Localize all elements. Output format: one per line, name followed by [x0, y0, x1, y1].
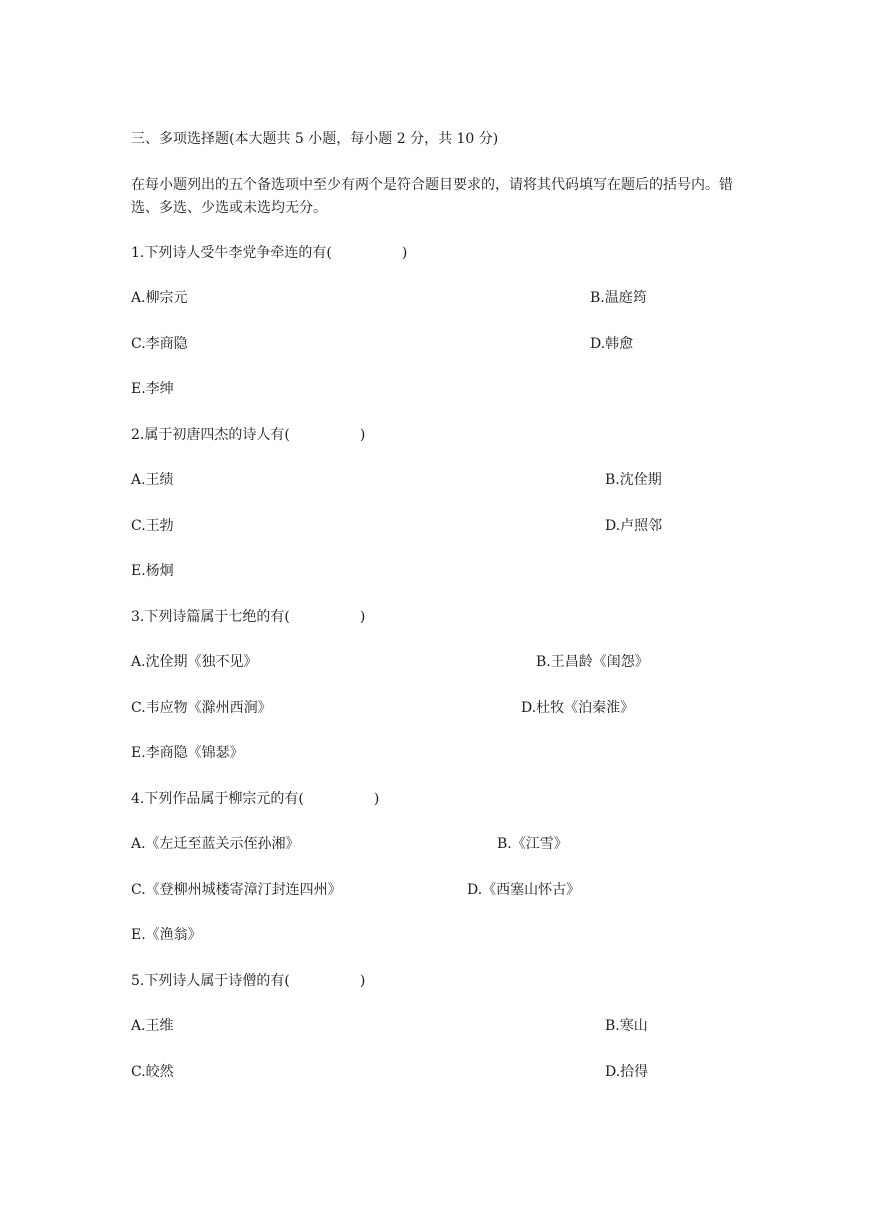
- question-4-option-b: B.《江雪》: [497, 836, 568, 852]
- instructions: 在每小题列出的五个备选项中至少有两个是符合题目要求的，请将其代码填写在题后的括号内。错选、多选、少选或未选均无分。: [131, 177, 733, 216]
- question-1-option-e: E.李绅: [131, 381, 174, 397]
- question-1-option-c: C.李商隐: [131, 336, 188, 352]
- question-1-option-b: B.温庭筠: [590, 290, 647, 306]
- question-3-option-c: C.韦应物《滁州西涧》: [131, 700, 272, 716]
- question-2-stem: 2.属于初唐四杰的诗人有( ): [131, 427, 366, 443]
- question-1-stem: 1.下列诗人受牛李党争牵连的有( ): [131, 245, 408, 261]
- question-1-option-a: A.柳宗元: [131, 290, 188, 306]
- question-5-stem: 5.下列诗人属于诗僧的有( ): [131, 973, 366, 989]
- question-3-option-b: B.王昌龄《闺怨》: [536, 654, 649, 670]
- question-2-option-c: C.王勃: [131, 518, 174, 534]
- question-1-option-d: D.韩愈: [590, 336, 634, 352]
- section-title: 三、多项选择题(本大题共 5 小题，每小题 2 分，共 10 分): [131, 131, 499, 147]
- question-4-option-d: D.《西塞山怀古》: [467, 882, 581, 898]
- question-2-option-b: B.沈佺期: [605, 472, 662, 488]
- question-4-option-c: C.《登柳州城楼寄漳汀封连四州》: [131, 882, 342, 898]
- question-5-option-a: A.王维: [131, 1018, 174, 1034]
- question-5-option-d: D.拾得: [605, 1064, 649, 1080]
- question-3-option-e: E.李商隐《锦瑟》: [131, 745, 244, 761]
- question-5-option-c: C.皎然: [131, 1064, 174, 1080]
- question-2-option-e: E.杨炯: [131, 563, 174, 579]
- question-5-option-b: B.寒山: [605, 1018, 648, 1034]
- question-4-option-e: E.《渔翁》: [131, 927, 202, 943]
- question-2-option-a: A.王绩: [131, 472, 174, 488]
- question-4-stem: 4.下列作品属于柳宗元的有( ): [131, 791, 380, 807]
- question-3-stem: 3.下列诗篇属于七绝的有( ): [131, 609, 366, 625]
- question-3-option-a: A.沈佺期《独不见》: [131, 654, 258, 670]
- question-3-option-d: D.杜牧《泊秦淮》: [521, 700, 635, 716]
- question-4-option-a: A.《左迁至蓝关示侄孙湘》: [131, 836, 300, 852]
- question-2-option-d: D.卢照邻: [605, 518, 663, 534]
